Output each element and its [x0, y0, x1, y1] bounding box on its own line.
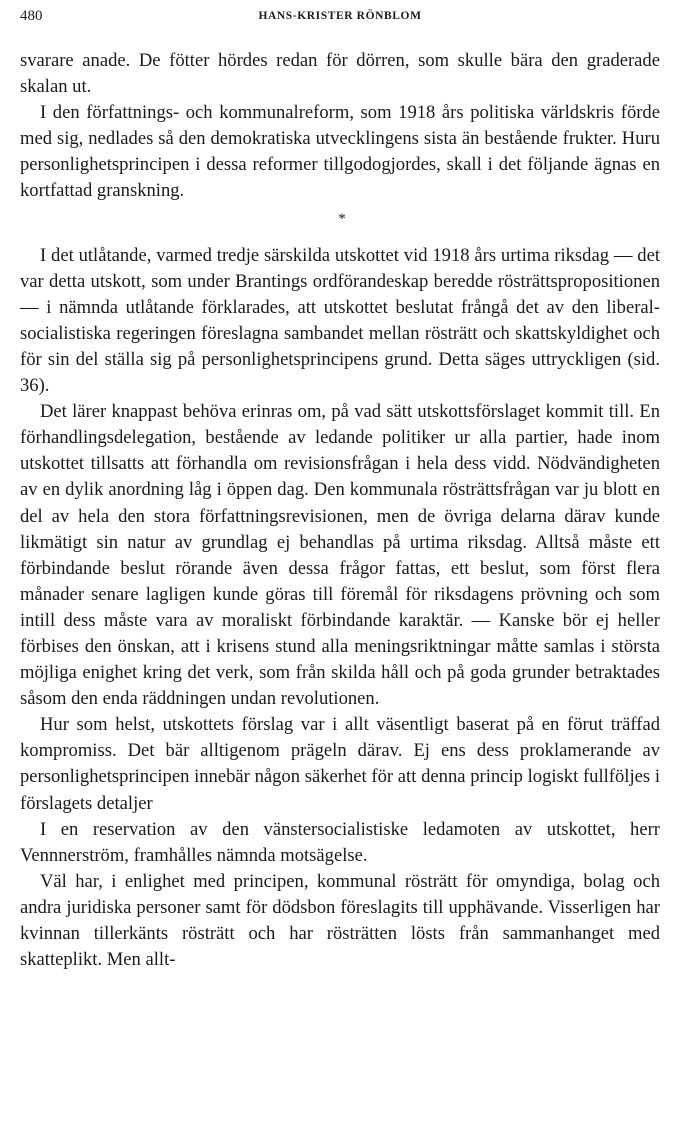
paragraph: Väl har, i enlighet med principen, kommunal rösträtt för omyndiga, bolag och andra juridiska personer samt för dödsbon föreslagits till upphävande. Visserligen har kvinnan tillerkänts rösträtt och har rösträtten lösts från sammanhanget med skatteplikt. Men allt-: [20, 870, 660, 971]
running-head: HANS-KRISTER RÖNBLOM: [258, 10, 422, 22]
body-text: [20, 48, 660, 973]
book-page: [20, 8, 660, 973]
paragraph: I det utlåtande, varmed tredje särskilda utskottet vid 1918 års urtima riksdag — det var detta utskott, som under Brantings ordförandeskap beredde rösträttspropositionen — i nämnda utlåtande förklarades, att utskottet beslutat frångå det av den liberal-socialistiska regeringen föreslagna sambandet mellan rösträtt och skattskyldighet och för sin del ställa sig på personlighetsprincipens grund. Detta säges uttryckligen (sid. 36).: [20, 244, 660, 397]
paragraph: I den författnings- och kommunalreform, som 1918 års politiska världskris förde med sig, nedlades så den demokratiska utvecklingens sista än bestående frukter. Huru personlighetsprincipen i dessa reformer tillgodogjordes, skall i det följande ägnas en kortfattad granskning.: [20, 102, 660, 202]
paragraph: I en reservation av den vänstersocialistiske ledamoten av utskottet, herr Vennnerström, framhålles nämnda motsägelse.: [20, 818, 660, 866]
page-number: 480: [20, 8, 43, 24]
section-break-asterisk: *: [338, 210, 346, 227]
paragraph: svarare anade. De fötter hördes redan för dörren, som skulle bära den graderade skalan ut.: [20, 50, 660, 98]
paragraph: Hur som helst, utskottets förslag var i allt väsentligt baserat på en förut träffad kompromiss. Det bär alltigenom prägeln därav. Ej ens dess proklamerande av personlighetsprincipen innebär någon säkerhet för att denna princip logiskt fullföljes i förslagets detaljer: [20, 714, 660, 814]
paragraph: Det lärer knappast behöva erinras om, på vad sätt utskottsförslaget kommit till. En förhandlingsdelegation, bestående av ledande politiker ur alla partier, hade inom utskottet tillsatts att förhandla om revisionsfrågan i hela dess vidd. Nödvändigheten av en dylik anordning låg i öppen dag. Den kommunala rösträttsfrågan var ju blott en del av hela den stora författningsrevisionen, men de övriga delarna därav kunde likmätigt sin natur av grundlag ej behandlas på urtima riksdag. Alltså måste ett förbindande beslut rörande även dessa frågor fattas, ett beslut, som först flera månader senare lagligen kunde göras till föremål för riksdagens prövning och som intill dess måste vara av moraliskt förbindande karaktär. — Kanske bör ej heller förbises den önskan, att i krisens stund alla meningsriktningar måtte samlas i största möjliga enighet kring det verk, som från skilda håll och på goda grunder betraktades såsom den enda räddningen undan revolutionen.: [20, 401, 660, 710]
page-header: [20, 8, 660, 34]
